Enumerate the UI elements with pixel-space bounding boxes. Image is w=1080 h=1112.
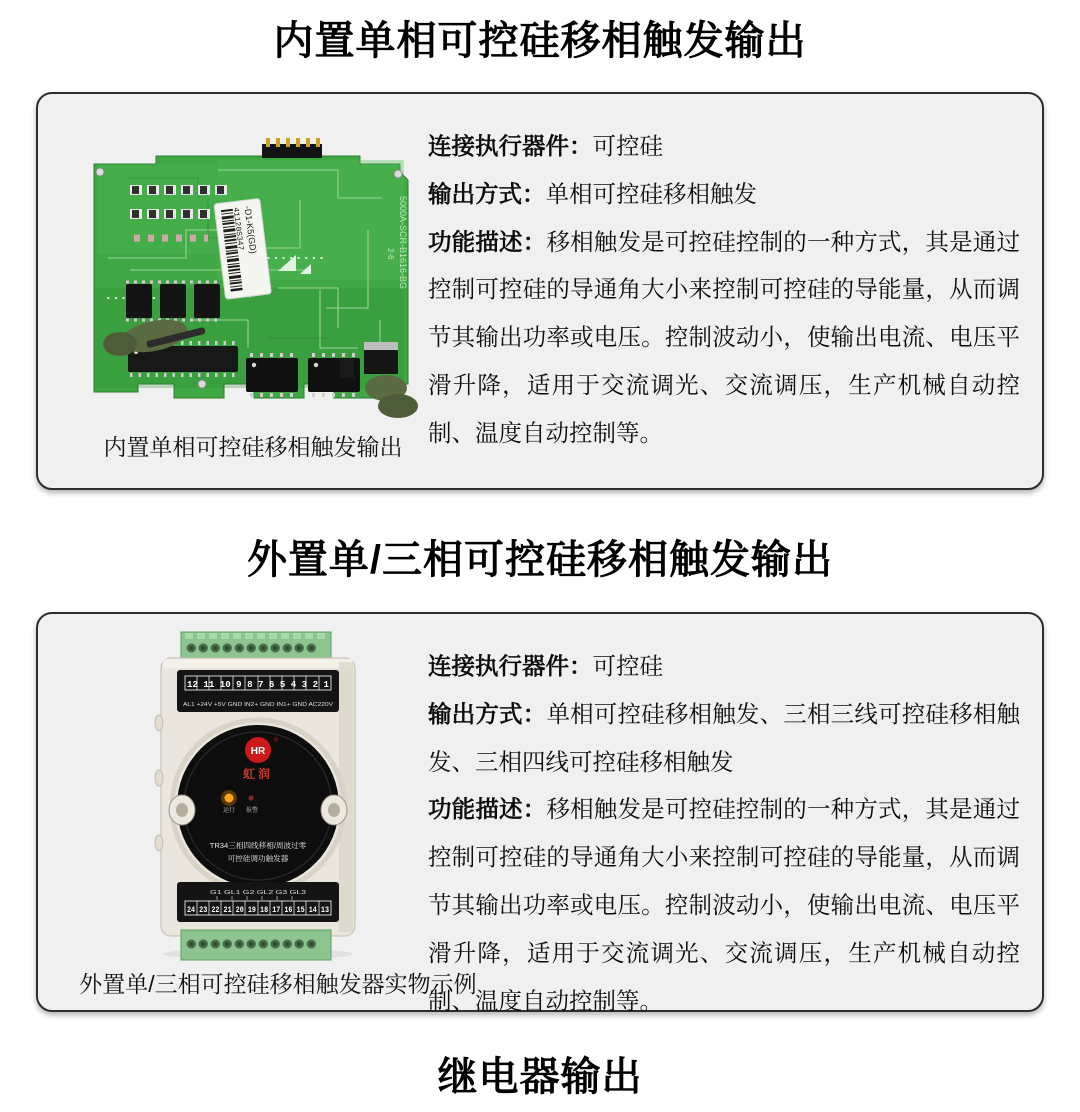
trigger-module-photo: [133, 628, 383, 964]
section2-title: 外置单/三相可控硅移相触发输出: [246, 538, 834, 582]
run-led-icon: [221, 790, 237, 806]
spec-function-label: 功能描述：: [428, 228, 547, 255]
pcb-sticker-text: -D1-K5(GD): [242, 205, 259, 255]
section1-title: 内置单相可控硅移相触发输出: [273, 19, 807, 63]
pcb-photo: [68, 138, 418, 428]
spec-connect-label: 连接执行器件：: [428, 653, 593, 679]
pcb-sticker-code: 41120S347: [230, 206, 245, 251]
pcb-pin-header-icon: [262, 138, 322, 158]
module-bottom-numbers: 24 23 22 21 20 19 18 17 16 15 14 13: [187, 905, 329, 915]
brand-logo-text: HR: [250, 746, 266, 757]
spec-connect-value: 可控硅: [592, 133, 663, 159]
spec-function: [428, 219, 1020, 458]
module-top-numbers: 12 11 10 9 8 7 6 5 4 3 2 1: [187, 680, 330, 690]
spec-connect-label: 连接执行器件：: [428, 133, 593, 159]
alarm-led-icon: [248, 795, 253, 800]
spec-output: [428, 691, 1020, 787]
section2-card: [36, 612, 1044, 1012]
section2-image-caption: 外置单/三相可控硅移相触发器实物示例: [79, 971, 477, 997]
spec-connect: [428, 123, 1020, 171]
spec-output-label: 输出方式：: [428, 180, 546, 207]
pcb-optocouplers: [126, 282, 220, 320]
spec-function: [428, 786, 1020, 1025]
section2-specs: [428, 643, 1020, 1025]
spec-connect: [428, 643, 1020, 691]
section3-title: 继电器输出: [437, 1055, 643, 1099]
spec-output-value: 单相可控硅移相触发: [545, 180, 757, 207]
run-led-label: 运行: [222, 808, 236, 814]
module-bottom-terminal-labels: G1 GL1 G2 GL2 G3 GL3: [210, 890, 306, 896]
spec-function-value: 移相触发是可控硅控制的一种方式，其是通过控制可控硅的导通角大小来控制可控硅的导能量，从而调节其输出功率或电压。控制波动小，使输出电流、电压平滑升降，适用于交流调光、交流调压，生产机械自动控制、温度自动控制等。: [428, 228, 1020, 446]
alarm-led-label: 报警: [245, 808, 259, 814]
module-top-terminal-labels: AL1 +24V +5V GND IN2+ GND IN1+ GND AC220V: [183, 702, 334, 708]
spec-output: [428, 171, 1020, 219]
section1-specs: [428, 123, 1020, 458]
module-bottom-label-strip: [177, 882, 339, 922]
module-model-line1: TR34三相四线移相/周波过零: [209, 841, 307, 850]
module-model-line2: 可控硅调功触发器: [227, 854, 289, 863]
spec-output-value: 单相可控硅移相触发、三相三线可控硅移相触发、三相四线可控硅移相触发: [428, 700, 1020, 775]
spec-function-label: 功能描述：: [428, 796, 547, 823]
module-bottom-terminal: [181, 930, 331, 960]
spec-function-value: 移相触发是可控硅控制的一种方式，其是通过控制可控硅的导通角大小来控制可控硅的导能量，从而调节其输出功率或电压。控制波动小，使输出电流、电压平滑升降，适用于交流调光、交流调压，生产机械自动控制、温度自动控制等。: [428, 796, 1020, 1014]
pcb-board-code: 5000A-SCR-B1616-BG: [398, 196, 408, 290]
spec-output-label: 输出方式：: [428, 700, 547, 727]
module-top-label-strip: [177, 670, 339, 712]
spec-connect-value: 可控硅: [592, 653, 663, 679]
brand-name: 虹润: [242, 767, 274, 781]
section1-card: [36, 92, 1044, 490]
pcb-board-rev: 2-6: [386, 248, 395, 260]
registered-mark: ®: [274, 738, 279, 744]
section1-image-caption: 内置单相可控硅移相触发输出: [103, 434, 403, 460]
